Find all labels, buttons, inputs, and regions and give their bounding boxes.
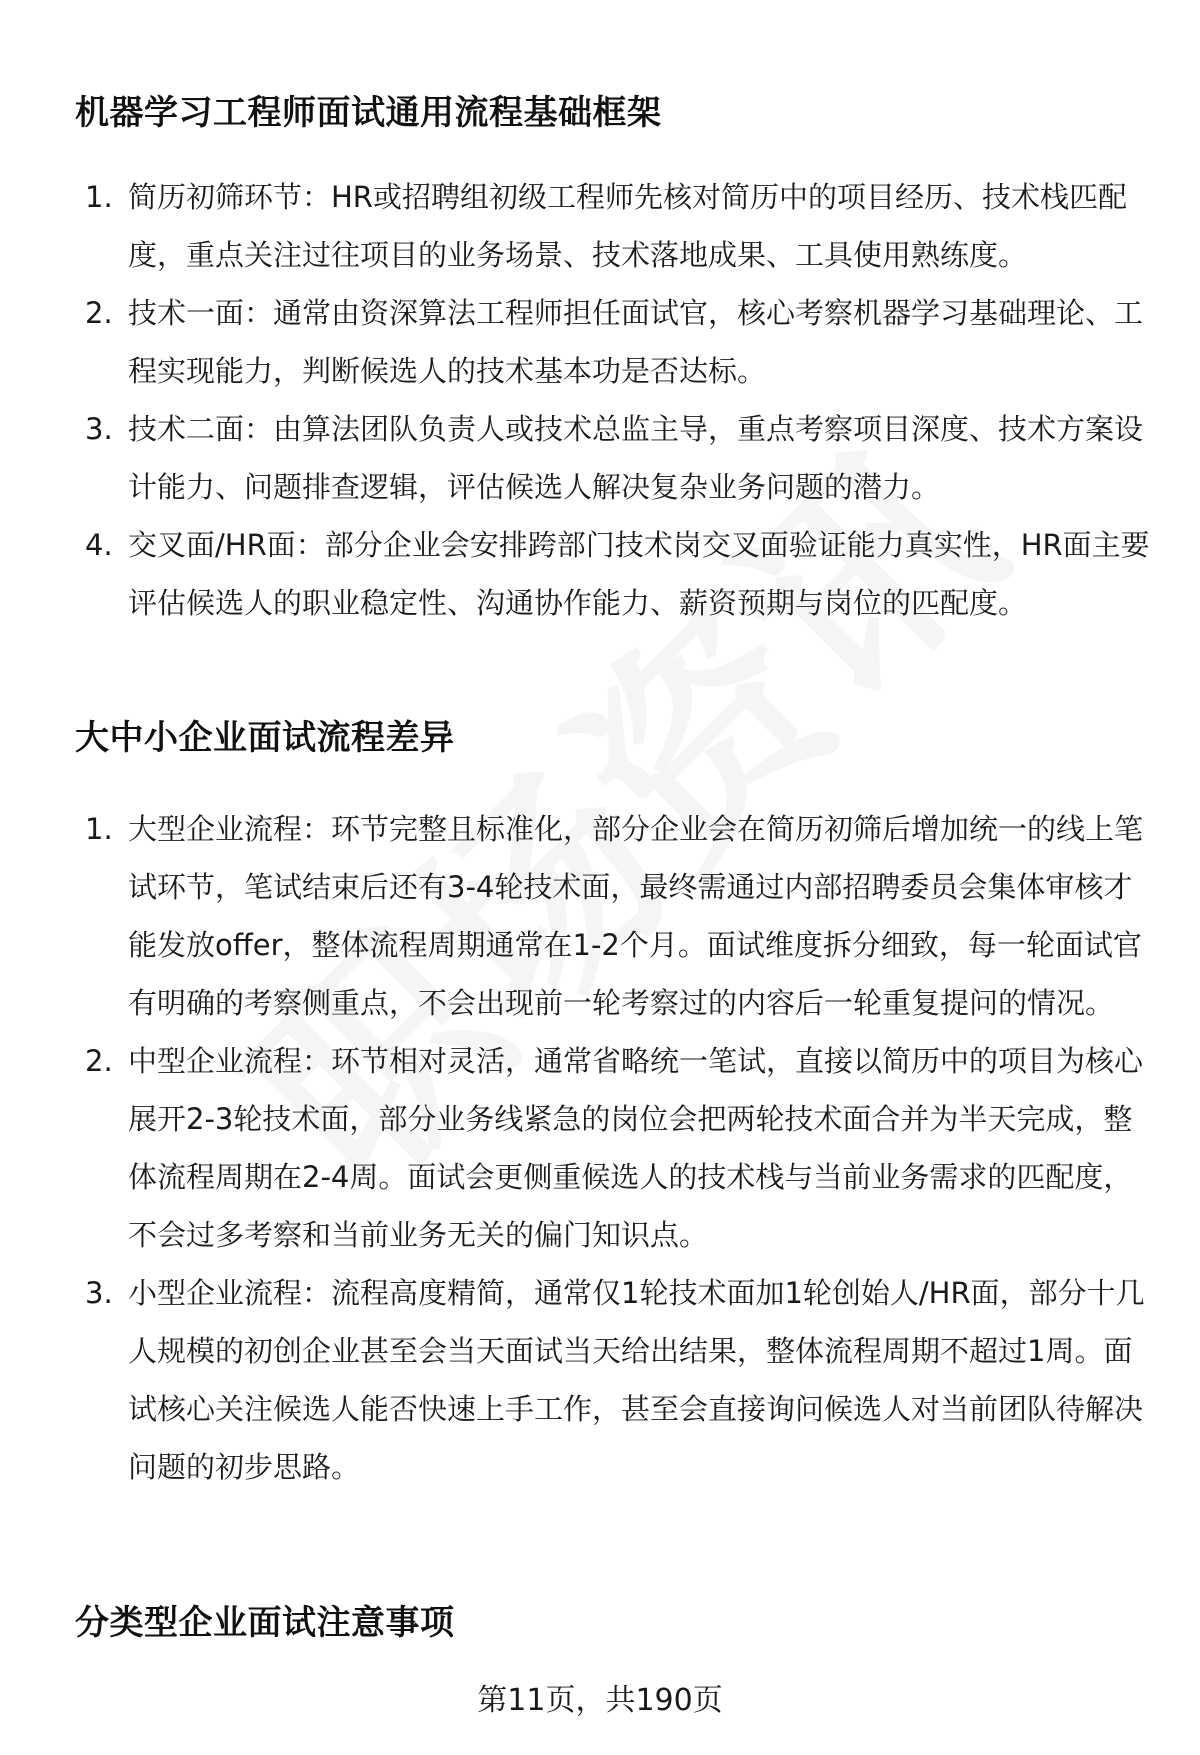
list-item: [85, 168, 1155, 284]
section-title-company-size-differences: 大中小企业面试流程差异: [75, 718, 455, 758]
list-item: [85, 284, 1155, 400]
list-number: 4.: [85, 528, 113, 562]
list-item-text: 技术一面：通常由资深算法工程师担任面试官，核心考察机器学习基础理论、工程实现能力，判断候选人的技术基本功是否达标。: [128, 296, 1144, 388]
list-item-text: 技术二面：由算法团队负责人或技术总监主导，重点考察项目深度、技术方案设计能力、问题排查逻辑，评估候选人解决复杂业务问题的潜力。: [128, 412, 1144, 504]
section-title-interview-notes: 分类型企业面试注意事项: [75, 1603, 455, 1643]
list-item: [85, 1264, 1155, 1496]
list-item: [85, 400, 1155, 516]
company-size-list: [85, 800, 1155, 1496]
list-item: [85, 516, 1155, 632]
list-item: [85, 1032, 1155, 1264]
list-item: [85, 800, 1155, 1032]
list-item-text: 小型企业流程：流程高度精简，通常仅1轮技术面加1轮创始人/HR面，部分十几人规模的初创企业甚至会当天面试当天给出结果，整体流程周期不超过1周。面试核心关注候选人能否快速上手工作，甚至会直接询问候选人对当前团队待解决问题的初步思路。: [128, 1276, 1145, 1484]
list-item-text: 简历初筛环节：HR或招聘组初级工程师先核对简历中的项目经历、技术栈匹配度，重点关注过往项目的业务场景、技术落地成果、工具使用熟练度。: [128, 180, 1127, 272]
list-item-text: 中型企业流程：环节相对灵活，通常省略统一笔试，直接以简历中的项目为核心展开2-3轮技术面，部分业务线紧急的岗位会把两轮技术面合并为半天完成，整体流程周期在2-4周。面试会更侧重候选人的技术栈与当前业务需求的匹配度，不会过多考察和当前业务无关的偏门知识点。: [128, 1044, 1144, 1252]
list-item-text: 交叉面/HR面：部分企业会安排跨部门技术岗交叉面验证能力真实性，HR面主要评估候选人的职业稳定性、沟通协作能力、薪资预期与岗位的匹配度。: [128, 528, 1150, 620]
general-process-list: [85, 168, 1155, 632]
list-number: 2.: [85, 296, 113, 330]
list-number: 3.: [85, 1276, 113, 1310]
list-number: 2.: [85, 1044, 113, 1078]
list-number: 3.: [85, 412, 113, 446]
page-footer: 第11页，共190页: [477, 1683, 723, 1718]
section-title-general-process: 机器学习工程师面试通用流程基础框架: [75, 93, 662, 133]
list-number: 1.: [85, 180, 113, 214]
list-item-text: 大型企业流程：环节完整且标准化，部分企业会在简历初筛后增加统一的线上笔试环节，笔试结束后还有3-4轮技术面，最终需通过内部招聘委员会集体审核才能发放offer，整体流程周期通常在1-2个月。面试维度拆分细致，每一轮面试官有明确的考察侧重点，不会出现前一轮考察过的内容后一轮重复提问的情况。: [128, 812, 1144, 1020]
list-number: 1.: [85, 812, 113, 846]
